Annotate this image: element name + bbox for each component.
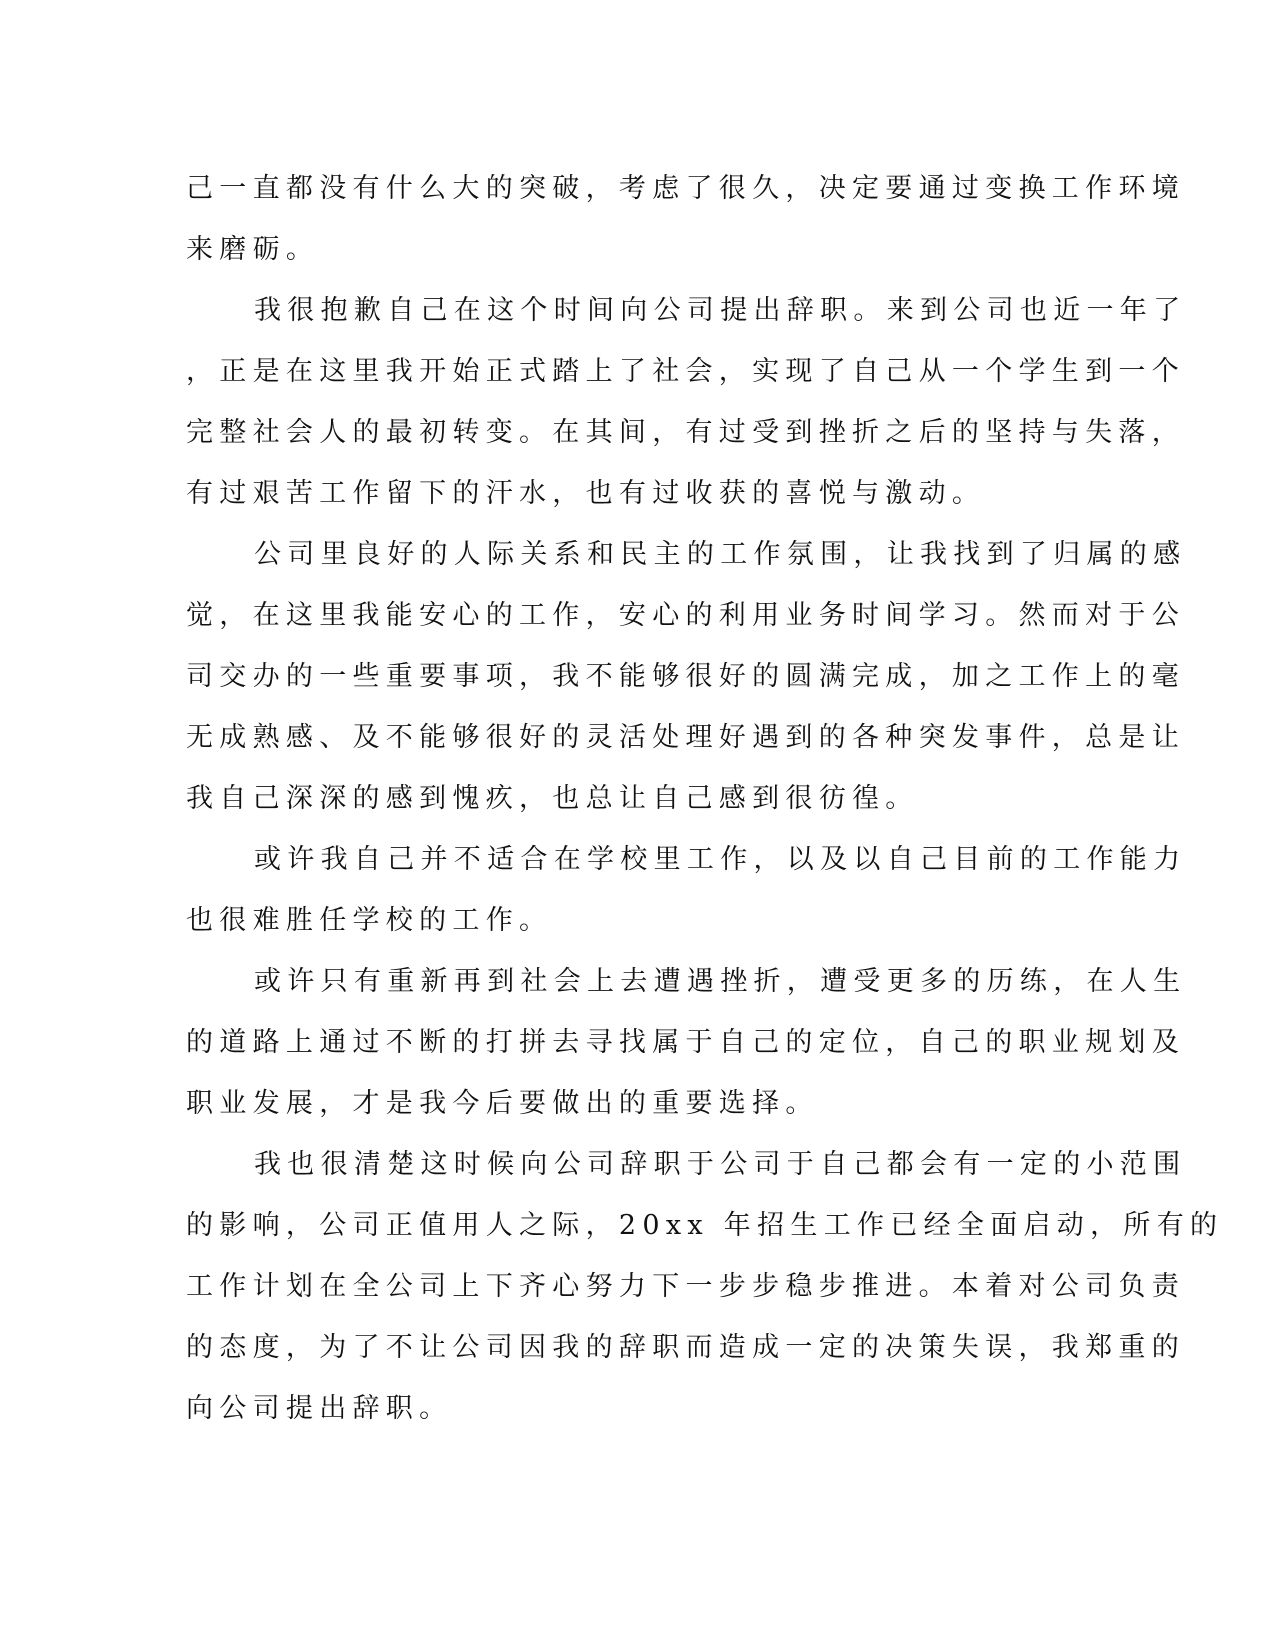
- body-line: 来磨砺。: [186, 234, 320, 265]
- body-line: 的态度，为了不让公司因我的辞职而造成一定的决策失误，我郑重的: [186, 1332, 1185, 1363]
- body-line: 职业发展，才是我今后要做出的重要选择。: [186, 1088, 819, 1119]
- body-line: 我自己深深的感到愧疚，也总让自己感到很彷徨。: [186, 783, 919, 814]
- body-line: 也很难胜任学校的工作。: [186, 905, 553, 936]
- body-line: 向公司提出辞职。: [186, 1393, 453, 1424]
- paragraph-first-line: 或许只有重新再到社会上去遭遇挫折，遭受更多的历练，在人生: [254, 966, 1187, 997]
- document-body: [186, 158, 1224, 1439]
- paragraph-first-line: 我也很清楚这时候向公司辞职于公司于自己都会有一定的小范围: [254, 1149, 1187, 1180]
- body-line: 有过艰苦工作留下的汗水，也有过收获的喜悦与激动。: [186, 478, 986, 509]
- body-line: 司交办的一些重要事项，我不能够很好的圆满完成，加之工作上的毫: [186, 661, 1185, 692]
- body-line: 的道路上通过不断的打拼去寻找属于自己的定位，自己的职业规划及: [186, 1027, 1185, 1058]
- paragraph-first-line: 或许我自己并不适合在学校里工作，以及以自己目前的工作能力: [254, 844, 1187, 875]
- body-line: 的影响，公司正值用人之际，20xx 年招生工作已经全面启动，所有的: [186, 1210, 1224, 1241]
- body-line: 无成熟感、及不能够很好的灵活处理好遇到的各种突发事件，总是让: [186, 722, 1185, 753]
- body-line: ，正是在这里我开始正式踏上了社会，实现了自己从一个学生到一个: [186, 356, 1185, 387]
- body-line: 己一直都没有什么大的突破，考虑了很久，决定要通过变换工作环境: [186, 173, 1185, 204]
- body-line: 工作计划在全公司上下齐心努力下一步步稳步推进。本着对公司负责: [186, 1271, 1185, 1302]
- body-line: 完整社会人的最初转变。在其间，有过受到挫折之后的坚持与失落，: [186, 417, 1185, 448]
- body-line: 觉，在这里我能安心的工作，安心的利用业务时间学习。然而对于公: [186, 600, 1185, 631]
- paragraph-first-line: 我很抱歉自己在这个时间向公司提出辞职。来到公司也近一年了: [254, 295, 1187, 326]
- paragraph-first-line: 公司里良好的人际关系和民主的工作氛围，让我找到了归属的感: [254, 539, 1187, 570]
